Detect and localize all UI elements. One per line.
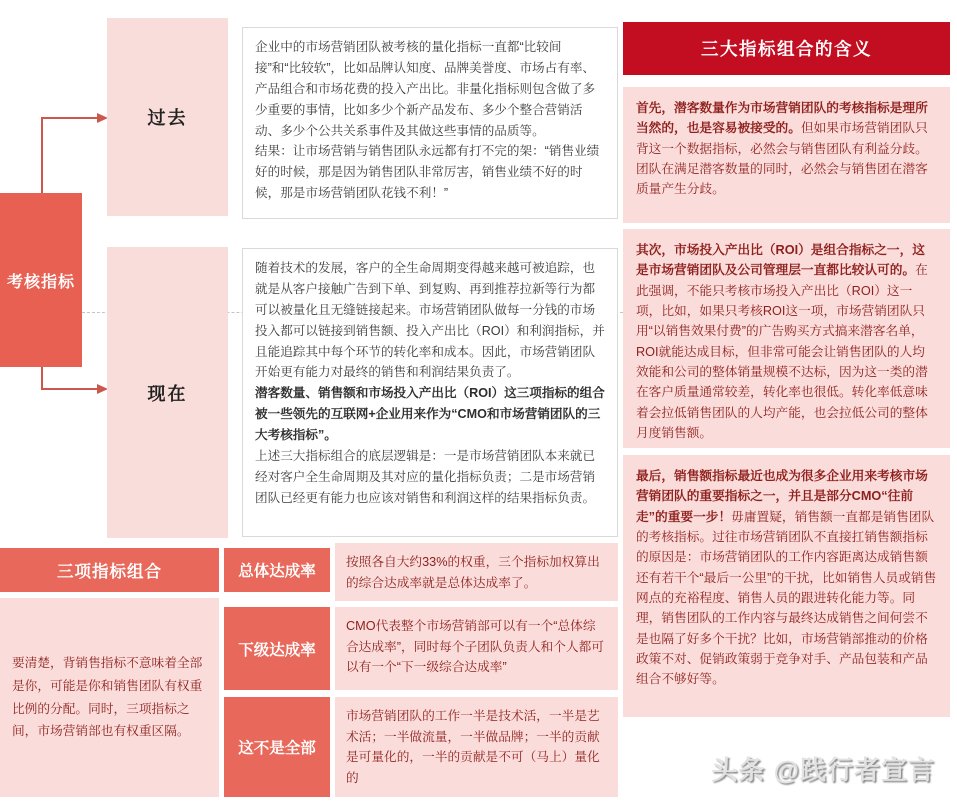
row-text-content: CMO代表整个市场营销部可以有一个“总体综合达成率”，同时每个子团队负责人和个人都可以有一个“下一级综合达成率” [346, 619, 604, 675]
row-label-sub-rate [224, 607, 330, 690]
row-text-overall-rate [335, 543, 618, 601]
branch-label-now-text: 现在 [147, 383, 188, 404]
paragraph-lead: 其次，市场投入产出比（ROI）是组合指标之一，这是市场营销团队及公司管理层一直都比较认可的。 [636, 243, 925, 278]
connector-top-horizontal [41, 117, 98, 119]
paragraph-body: 但如果市场营销团队只背这一个数据指标，必然会与销售团队有利益分歧。团队在满足潜客数量的同时，必然会与销售团在潜客质量产生分歧。 [636, 121, 928, 197]
right-panel-title-text: 三大指标组合的含义 [701, 39, 872, 59]
row-label-text: 总体达成率 [238, 563, 316, 580]
row-text-sub-rate [335, 607, 618, 690]
row-text-not-all [335, 697, 618, 797]
right-panel-paragraph-first [623, 87, 950, 223]
bottom-left-title [0, 548, 219, 592]
bottom-left-note-text: 要清楚，背销售指标不意味着全部是你，可能是你和销售团队有权重比例的分配。同时，三项指标之间，市场营销部也有权重区隔。 [12, 655, 203, 739]
watermark-toutiao: 头条 @践行者宣言 [711, 755, 935, 785]
right-panel-title [623, 22, 950, 75]
now-text-box [242, 248, 618, 537]
bottom-left-note [0, 598, 219, 797]
paragraph-body: 在此强调，不能只考核市场投入产出比（ROI）这一项，比如，如果只考核ROI这一项，市场营销团队只用“以销售效果付费”的广告购买方式搞来潜客名单，ROI就能达成目标，但非常可能会让销售团队的人均效能和公司的整体销量规模不达标，因为这一类的潜在客户质量通常较差，转化率也很低。转化率低意味着会拉低销售团队的人均产能，也会拉低公司的整体月度销售额。 [636, 263, 928, 440]
row-label-text: 这不是全部 [238, 740, 316, 757]
paragraph-lead: 最后，销售额指标最近也成为很多企业用来考核市场营销团队的重要指标之一，并且是部分CMO“往前走”的重要一步！ [636, 469, 928, 524]
past-paragraph-2: 结果：让市场营销与销售团队永远都有打不完的架：“销售业绩好的时候，那是因为销售团队非常厉害，销售业绩不好的时候，那是市场营销团队花钱不利！” [255, 144, 600, 201]
now-paragraph-3: 上述三大指标组合的底层逻辑是：一是市场营销团队本来就已经对客户全生命周期及其对应的量化指标负责；二是市场营销团队已经更有能力也应该对销售和利润这样的结果指标负责。 [255, 449, 596, 505]
bottom-left-title-text: 三项指标组合 [57, 563, 162, 581]
branch-label-past [107, 18, 228, 216]
row-label-text: 下级达成率 [238, 641, 316, 659]
connector-bottom-horizontal [41, 388, 98, 390]
past-text-box [242, 27, 618, 219]
now-paragraph-2-bold: 潜客数量、销售额和市场投入产出比（ROI）这三项指标的组合被一些领先的互联网+企业用来作为“CMO和市场营销团队的三大考核指标”。 [255, 386, 605, 443]
connector-top-vertical [41, 118, 43, 194]
row-text-content: 市场营销团队的工作一半是技术活，一半是艺术活；一半做流量，一半做品牌；一半的贡献是可量化的，一半的贡献是不可（马上）量化的 [346, 709, 600, 785]
past-paragraph-1: 企业中的市场营销团队被考核的量化指标一直都“比较间接”和“比较软”，比如品牌认知度、品牌美誉度、市场占有率、产品组合和市场花费的投入产出比。非量化指标则包含做了多少重要的事情，比如多少个新产品发布、多少个整合营销活动、多少个公共关系事件及其做这些事情的品质等。 [255, 40, 596, 138]
paragraph-body: 毋庸置疑，销售额一直都是销售团队的考核指标。过往市场营销团队不直接扛销售额指标的原因是：市场营销团队的工作内容距离达成销售额还有若干个“最后一公里”的干扰，比如销售人员或销售网点的充裕程度、销售人员的跟进转化能力等。同理，销售团队的工作内容与最终达成销售之间何尝不是也隔了好多个干扰？比如，市场营销部推动的价格政策不对、促销政策弱于竞争对手、产品包装和产品组合不够好等。 [636, 509, 937, 687]
row-text-content: 按照各自大约33%的权重，三个指标加权算出的综合达成率就是总体达成率了。 [346, 555, 600, 590]
right-panel-paragraph-second [623, 229, 950, 448]
branch-label-past-text: 过去 [147, 108, 188, 128]
root-node-label: 考核指标 [6, 273, 75, 291]
branch-label-now [107, 247, 228, 538]
connector-bottom-vertical [41, 366, 43, 389]
row-label-not-all [224, 697, 330, 797]
paragraph-lead: 首先，潜客数量作为市场营销团队的考核指标是理所当然的，也是容易被接受的。 [636, 101, 928, 136]
row-label-overall-rate [224, 548, 330, 592]
right-panel-paragraph-third [623, 455, 950, 717]
now-paragraph-1: 随着技术的发展，客户的全生命周期变得越来越可被追踪，也就是从客户接触广告到下单、到复购、再到推荐拉新等行为都可以被量化且无缝链接起来。市场营销团队做每一分钱的市场投入都可以链接到销售额、投入产出比（ROI）和利润指标，并且能追踪其中每个环节的转化率和成本。因此，市场营销团队开始更有能力对最终的销售和利润结果负责了。 [255, 261, 605, 380]
root-node-kpi [0, 193, 82, 367]
